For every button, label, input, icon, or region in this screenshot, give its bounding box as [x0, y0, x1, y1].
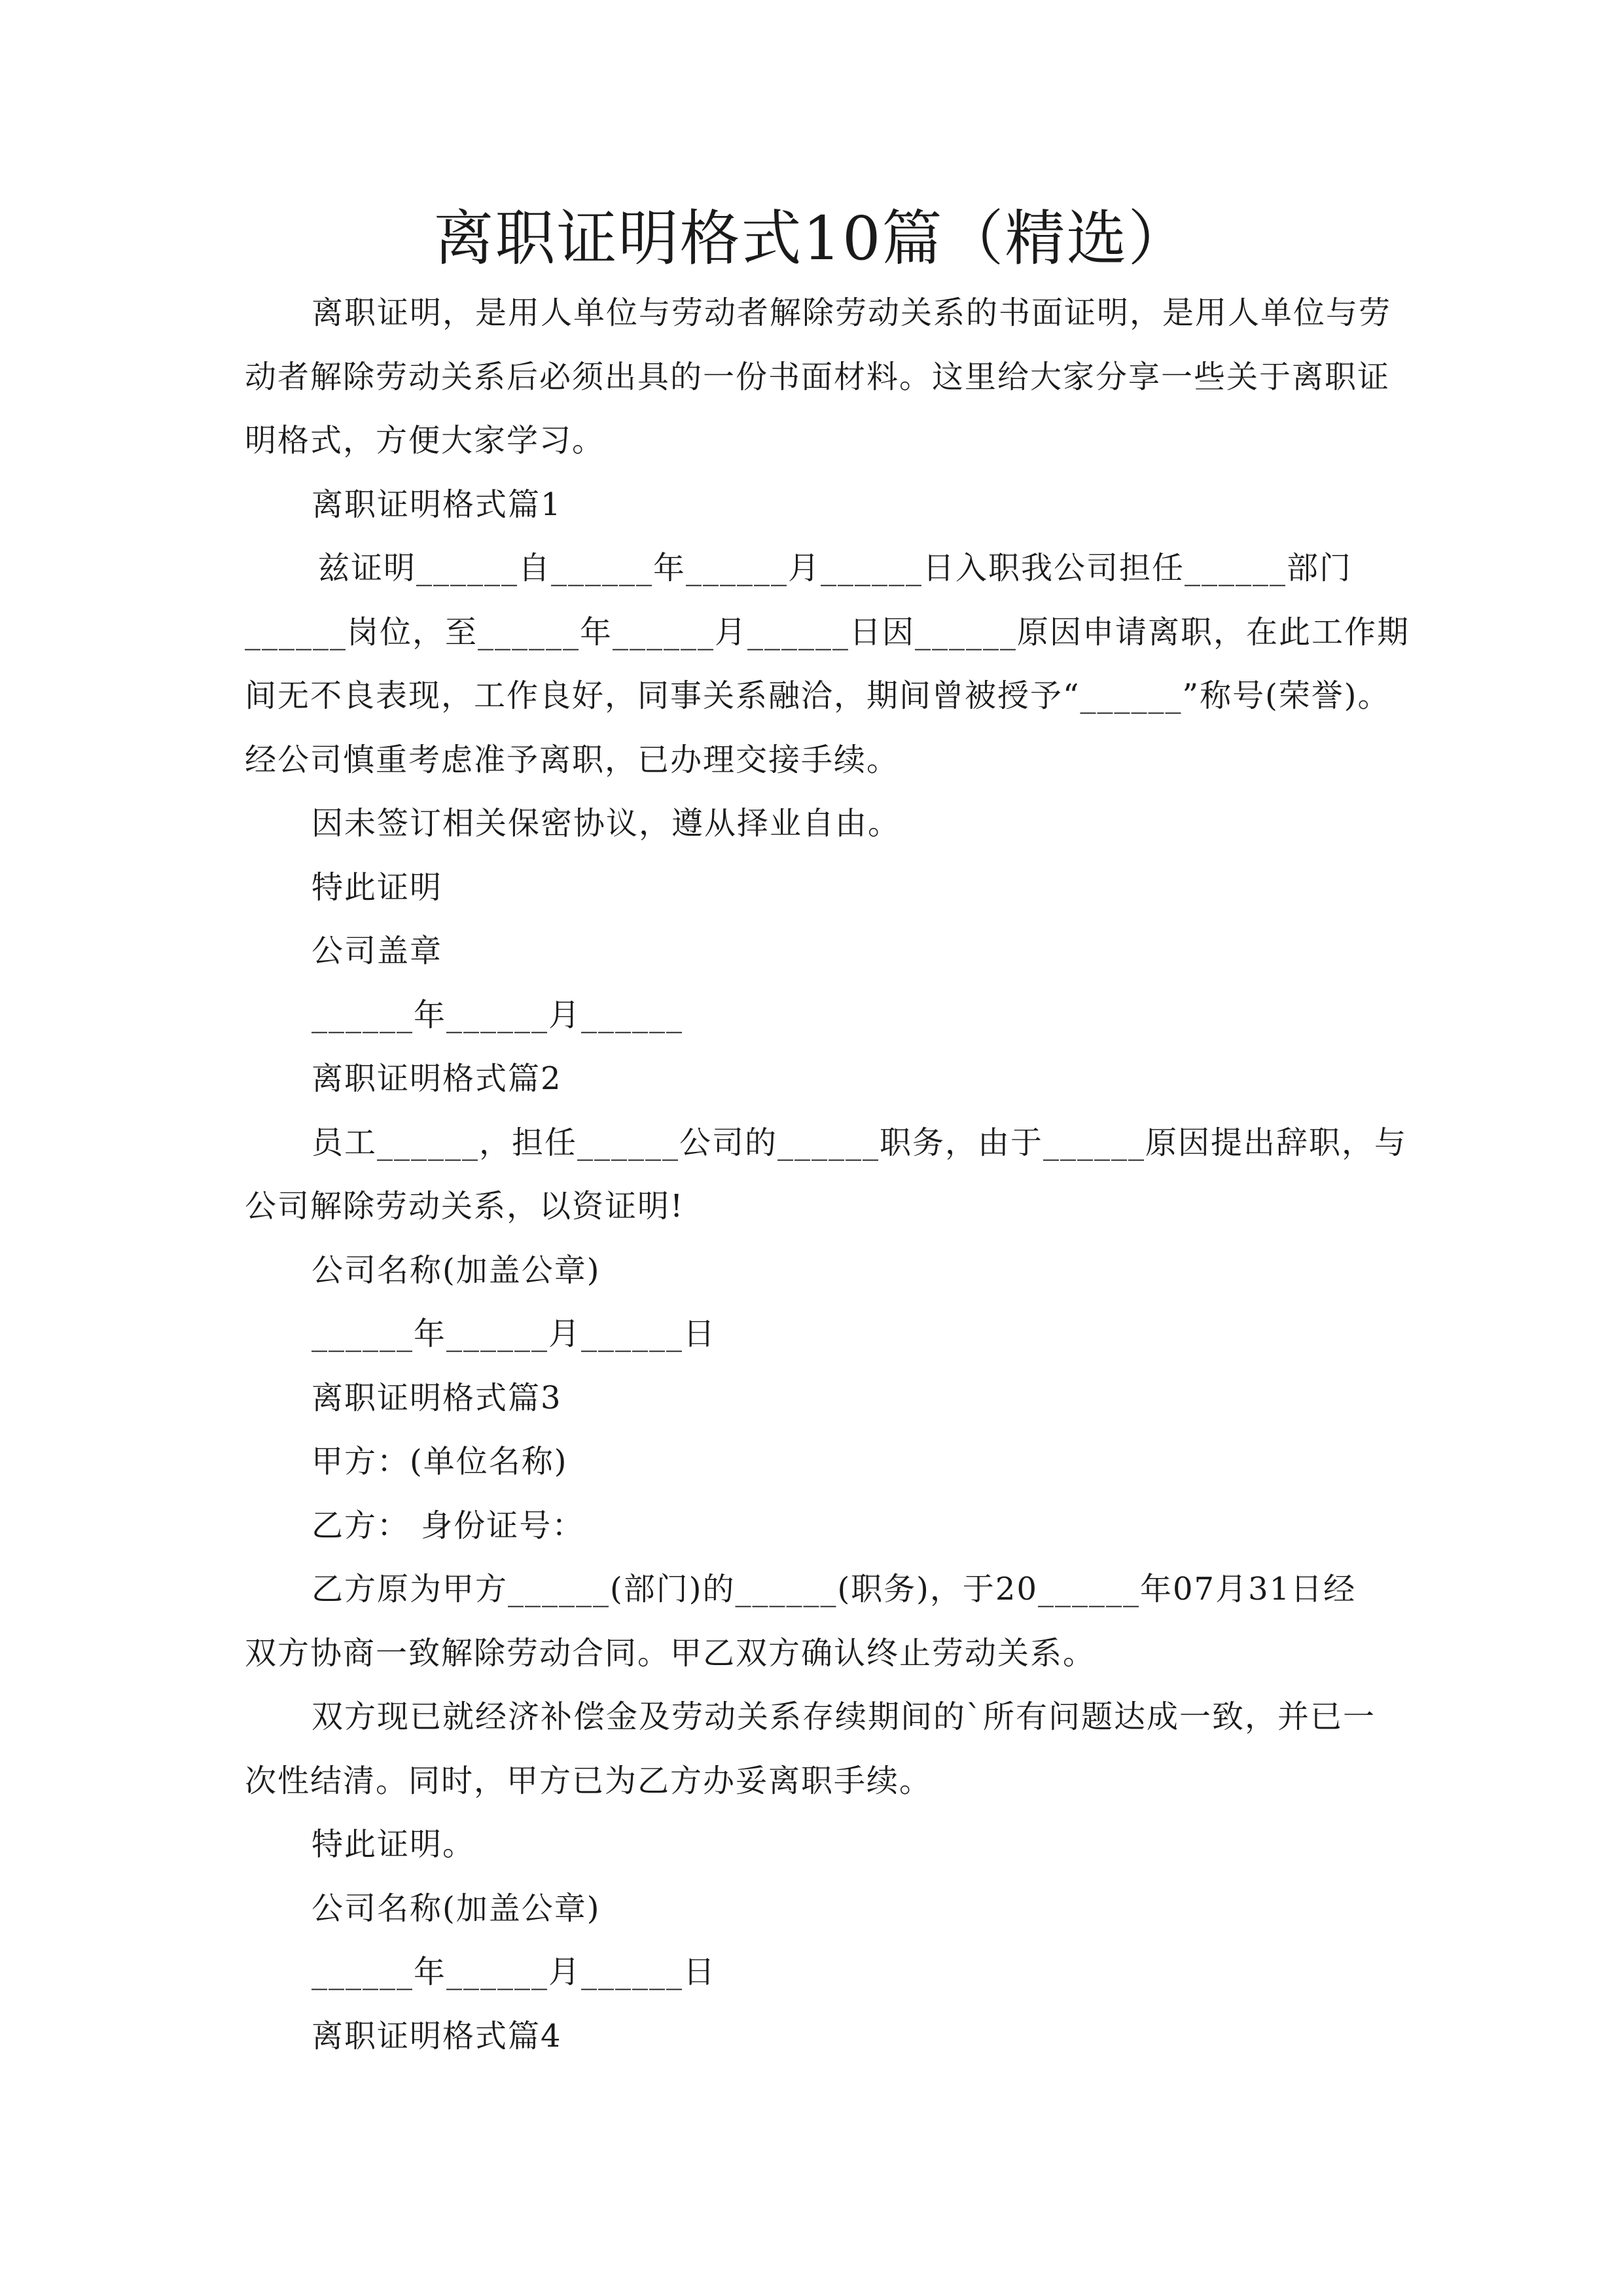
section-heading: 离职证明格式篇2	[312, 1060, 562, 1097]
body-line: 乙方原为甲方______(部门)的______(职务)，于20______年07月31日经	[312, 1571, 1357, 1607]
body-line: 特此证明。	[312, 1826, 476, 1863]
body-line: 员工______，担任______公司的______职务，由于______原因提出辞职，与	[312, 1124, 1408, 1161]
body-line: ______岗位，至______年______月______日因______原因申请离职，在此工作期	[245, 613, 1410, 651]
body-line: 经公司慎重考虑准予离职，已办理交接手续。	[245, 741, 900, 778]
body-line: 次性结清。同时，甲方已为乙方办妥离职手续。	[245, 1762, 933, 1799]
body-line: 双方协商一致解除劳动合同。甲乙双方确认终止劳动关系。	[245, 1634, 1096, 1672]
body-line: 公司盖章	[312, 933, 443, 969]
body-line: 公司名称(加盖公章)	[312, 1890, 601, 1927]
date-line: ______年______月______	[312, 996, 684, 1033]
document-title: 离职证明格式10篇（精选）	[433, 204, 1190, 274]
section-heading: 离职证明格式篇3	[312, 1379, 562, 1416]
date-line: ______年______月______日	[312, 1316, 717, 1352]
body-line: 双方现已就经济补偿金及劳动关系存续期间的`所有问题达成一致，并已一	[312, 1698, 1376, 1735]
body-line: 动者解除劳动关系后必须出具的一份书面材料。这里给大家分享一些关于离职证	[245, 358, 1391, 395]
body-line: 兹证明______自______年______月______日入职我公司担任______部门	[318, 550, 1353, 586]
body-line: 离职证明，是用人单位与劳动者解除劳动关系的书面证明，是用人单位与劳	[312, 295, 1392, 331]
section-heading: 离职证明格式篇1	[312, 486, 562, 523]
body-line: 间无不良表现，工作良好，同事关系融洽，期间曾被授予“______”称号(荣誉)。	[245, 677, 1391, 714]
date-line: ______年______月______日	[312, 1954, 717, 1990]
body-line: 特此证明	[312, 869, 443, 906]
body-line: 公司名称(加盖公章)	[312, 1251, 601, 1289]
body-line: 明格式，方便大家学习。	[245, 422, 605, 459]
document-body	[245, 281, 1423, 2068]
body-line: 公司解除劳动关系，以资证明!	[245, 1188, 685, 1225]
body-line: 甲方：(单位名称)	[312, 1443, 568, 1480]
section-heading: 离职证明格式篇4	[312, 2017, 562, 2054]
body-line: 乙方： 身份证号：	[312, 1507, 585, 1544]
body-line: 因未签订相关保密协议，遵从择业自由。	[312, 805, 901, 842]
